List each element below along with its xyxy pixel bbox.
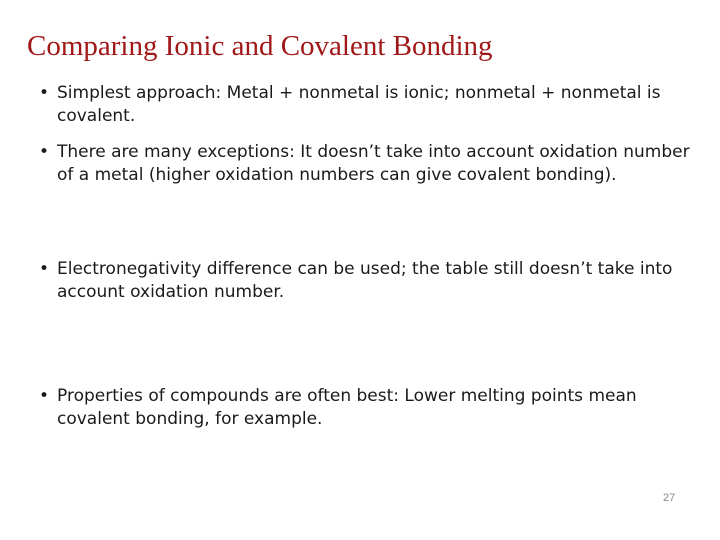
slide-title: Comparing Ionic and Covalent Bonding (27, 30, 493, 62)
bullet-item (39, 258, 699, 304)
bullet-dot-icon: • (39, 259, 50, 279)
bullet-dot-icon: • (39, 83, 50, 103)
bullet-text: Properties of compounds are often best: Lower melting points mean covalent bonding, for example. (57, 386, 637, 429)
bullet-item (39, 385, 699, 431)
bullet-item (39, 82, 699, 128)
bullet-text: Electronegativity difference can be used; the table still doesn’t take into account oxidation number. (57, 259, 673, 302)
bullet-dot-icon: • (39, 142, 50, 162)
bullet-dot-icon: • (39, 386, 50, 406)
bullet-text: There are many exceptions: It doesn’t take into account oxidation number of a metal (higher oxidation numbers can give covalent bonding). (57, 142, 690, 185)
page-number: 27 (663, 492, 676, 504)
bullet-text: Simplest approach: Metal + nonmetal is ionic; nonmetal + nonmetal is covalent. (57, 83, 661, 126)
bullet-item (39, 141, 699, 187)
